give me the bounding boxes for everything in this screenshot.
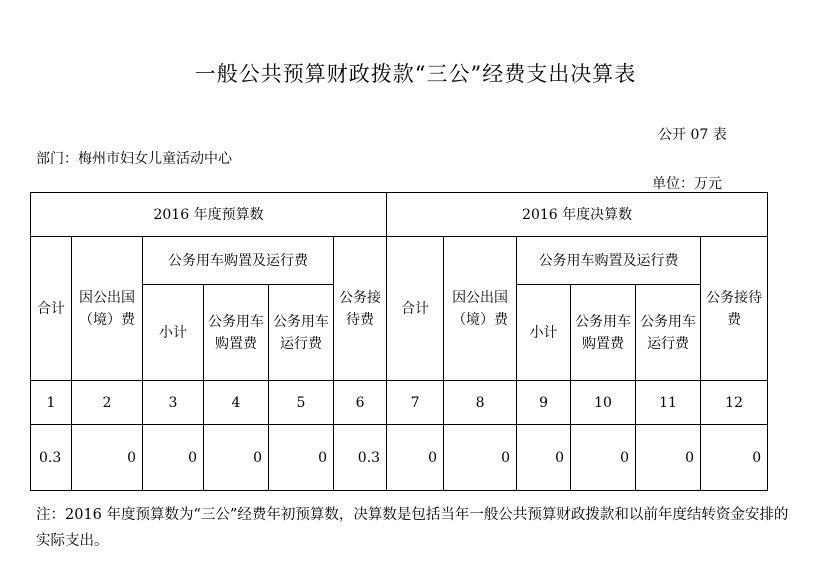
col-number: 9 — [517, 381, 571, 425]
col-number: 3 — [143, 381, 204, 425]
budget-total-header: 合计 — [31, 237, 72, 381]
final-reception-header: 公务接待费 — [701, 237, 768, 381]
form-number: 公开 07 表 — [658, 127, 727, 143]
final-group-header: 2016 年度决算数 — [387, 193, 768, 237]
budget-subtotal-header: 小计 — [143, 285, 204, 381]
value-cell: 0 — [636, 425, 701, 491]
final-vehicle-operation-header: 公务用车运行费 — [636, 285, 701, 381]
col-number: 2 — [72, 381, 143, 425]
value-cell: 0 — [204, 425, 269, 491]
final-vehicle-purchase-header: 公务用车购置费 — [571, 285, 636, 381]
col-number: 5 — [269, 381, 334, 425]
col-number: 7 — [387, 381, 444, 425]
budget-vehicle-operation-header: 公务用车运行费 — [269, 285, 334, 381]
budget-vehicle-group-header: 公务用车购置及运行费 — [143, 237, 334, 285]
department-label: 部门：梅州市妇女儿童活动中心 — [36, 151, 232, 167]
col-number: 8 — [444, 381, 517, 425]
budget-reception-header: 公务接待费 — [334, 237, 387, 381]
final-total-header: 合计 — [387, 237, 444, 381]
budget-group-header: 2016 年度预算数 — [31, 193, 387, 237]
value-cell: 0 — [571, 425, 636, 491]
value-cell: 0 — [444, 425, 517, 491]
col-number: 12 — [701, 381, 768, 425]
value-cell: 0 — [701, 425, 768, 491]
column-number-row — [31, 381, 768, 425]
value-cell: 0.3 — [31, 425, 72, 491]
col-number: 1 — [31, 381, 72, 425]
document-title: 一般公共预算财政拨款“三公”经费支出决算表 — [194, 62, 637, 86]
value-cell: 0 — [387, 425, 444, 491]
footnote: 注：2016 年度预算数为“三公”经费年初预算数，决算数是包括当年一般公共预算财政拨款和以前年度结转资金安排的实际支出。 — [36, 507, 789, 549]
value-cell: 0 — [517, 425, 571, 491]
value-cell: 0 — [72, 425, 143, 491]
final-vehicle-group-header: 公务用车购置及运行费 — [517, 237, 701, 285]
col-number: 6 — [334, 381, 387, 425]
three-public-expenses-table — [30, 192, 768, 491]
value-row — [31, 425, 768, 491]
budget-abroad-header: 因公出国（境）费 — [72, 237, 143, 381]
final-subtotal-header: 小计 — [517, 285, 571, 381]
col-number: 11 — [636, 381, 701, 425]
budget-vehicle-purchase-header: 公务用车购置费 — [204, 285, 269, 381]
value-cell: 0.3 — [334, 425, 387, 491]
value-cell: 0 — [143, 425, 204, 491]
final-abroad-header: 因公出国（境）费 — [444, 237, 517, 381]
value-cell: 0 — [269, 425, 334, 491]
col-number: 4 — [204, 381, 269, 425]
col-number: 10 — [571, 381, 636, 425]
unit-label: 单位：万元 — [652, 176, 722, 192]
